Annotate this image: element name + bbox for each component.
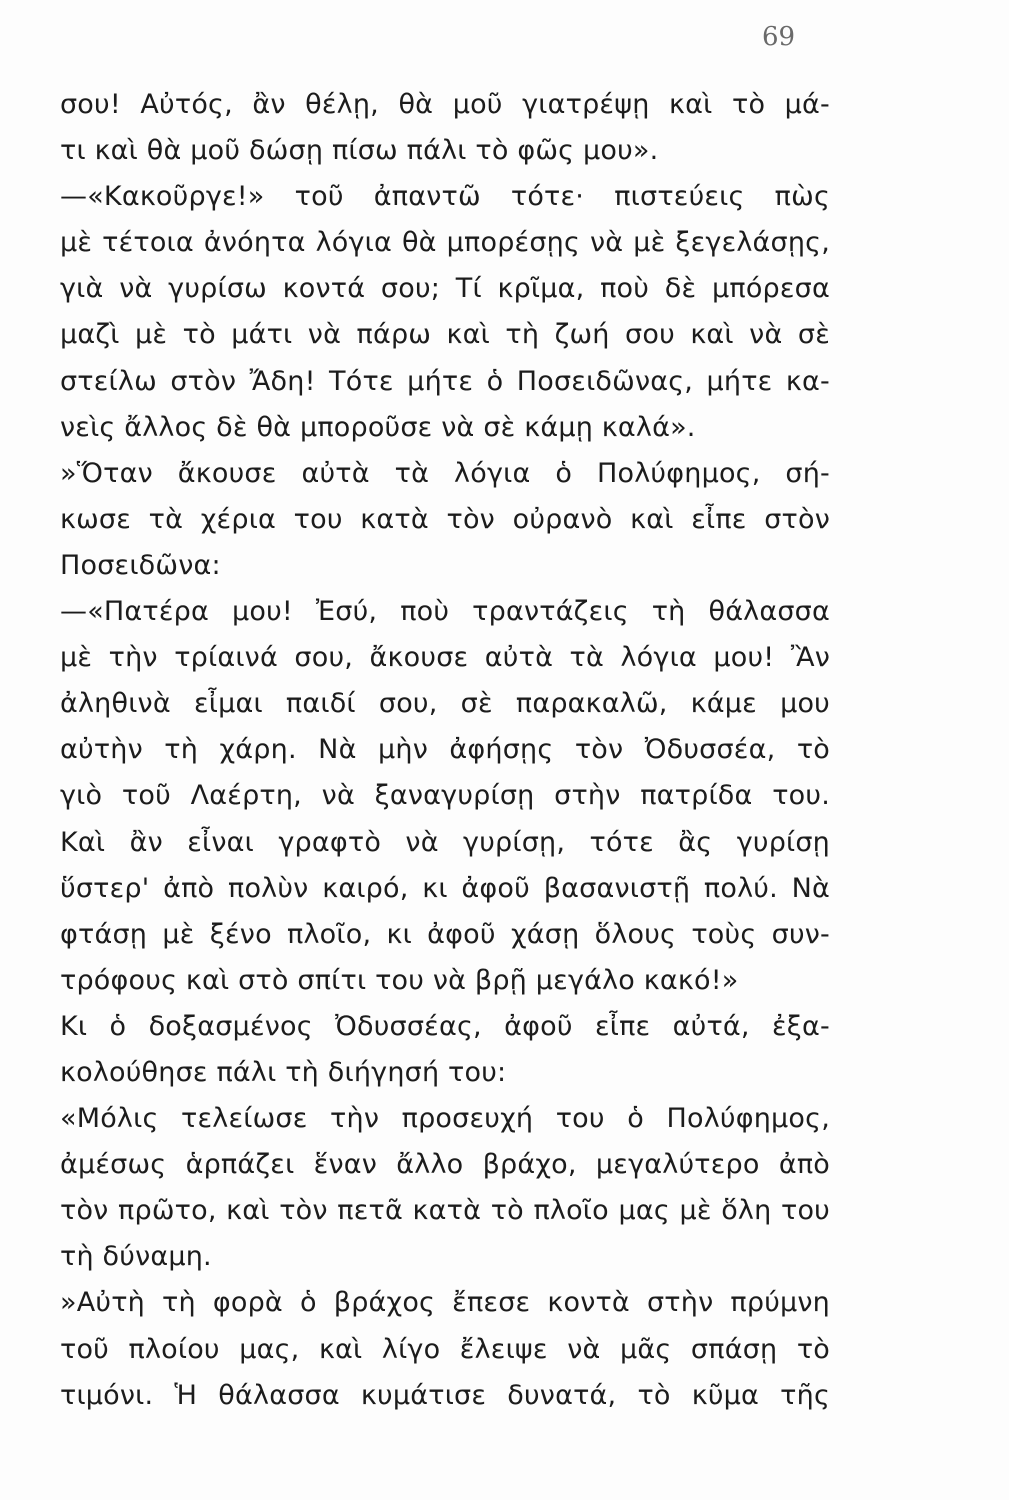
text-line: φτάσῃ μὲ ξένο πλοῖο, κι ἀφοῦ χάσῃ ὅλους τοὺς συν- (60, 918, 830, 950)
text-line: ἀμέσως ἁρπάζει ἕναν ἄλλο βράχο, μεγαλύτερο ἀπὸ (60, 1149, 830, 1181)
text-line: στείλω στὸν Ἄδη! Τότε μήτε ὁ Ποσειδῶνας, μήτε κα- (60, 365, 830, 397)
text-line: κωσε τὰ χέρια του κατὰ τὸν οὐρανὸ καὶ εἶπε στὸν (60, 503, 830, 535)
text-line: σου! Αὐτός, ἂν θέλῃ, θὰ μοῦ γιατρέψῃ καὶ τὸ μά- (60, 89, 830, 120)
text-line: —«Κακοῦργε!» τοῦ ἀπαντῶ τότε· πιστεύεις πὼς (60, 181, 830, 213)
text-line: Ποσειδῶνα: (60, 549, 221, 581)
text-line: Κι ὁ δοξασμένος Ὀδυσσέας, ἀφοῦ εἶπε αὐτά, ἐξα- (60, 1010, 830, 1042)
text-line: «Μόλις τελείωσε τὴν προσευχή του ὁ Πολύφημος, (60, 1103, 830, 1135)
text-line: Καὶ ἂν εἶναι γραφτὸ νὰ γυρίσῃ, τότε ἂς γυρίσῃ (60, 826, 830, 858)
text-line: γιὸ τοῦ Λαέρτη, νὰ ξαναγυρίσῃ στὴν πατρίδα του. (60, 780, 830, 812)
text-line: μαζὶ μὲ τὸ μάτι νὰ πάρω καὶ τὴ ζωή σου καὶ νὰ σὲ (60, 319, 830, 351)
text-line: »Ὅταν ἄκουσε αὐτὰ τὰ λόγια ὁ Πολύφημος, σή- (60, 457, 830, 489)
text-line: αὐτὴν τὴ χάρη. Νὰ μὴν ἀφήσῃς τὸν Ὀδυσσέα, τὸ (60, 734, 830, 766)
text-line: »Αὐτὴ τὴ φορὰ ὁ βράχος ἔπεσε κοντὰ στὴν πρύμνη (60, 1287, 830, 1319)
text-line: μὲ τὴν τρίαινά σου, ἄκουσε αὐτὰ τὰ λόγια μου! Ἂν (60, 642, 830, 674)
text-line: ὕστερ' ἀπὸ πολὺν καιρό, κι ἀφοῦ βασανιστῇ πολύ. Νὰ (60, 872, 830, 904)
text-line: μὲ τέτοια ἀνόητα λόγια θὰ μπορέσῃς νὰ μὲ ξεγελάσῃς, (60, 227, 830, 259)
text-line: νεὶς ἄλλος δὲ θὰ μποροῦσε νὰ σὲ κάμῃ καλά». (60, 411, 696, 443)
text-line: γιὰ νὰ γυρίσω κοντά σου; Τί κρῖμα, ποὺ δὲ μπόρεσα (60, 273, 830, 305)
text-line: τὴ δύναμη. (60, 1241, 212, 1273)
text-line: τρόφους καὶ στὸ σπίτι του νὰ βρῇ μεγάλο κακό!» (60, 964, 739, 996)
text-line: τὸν πρῶτο, καὶ τὸν πετᾶ κατὰ τὸ πλοῖο μας μὲ ὅλη του (60, 1195, 830, 1227)
text-line: —«Πατέρα μου! Ἐσύ, ποὺ τραντάζεις τὴ θάλασσα (60, 596, 830, 628)
text-line: τιμόνι. Ἡ θάλασσα κυμάτισε δυνατά, τὸ κῦμα τῆς (60, 1379, 830, 1411)
text-line: τι καὶ θὰ μοῦ δώσῃ πίσω πάλι τὸ φῶς μου». (60, 135, 659, 167)
body-text (60, 82, 830, 1419)
page-number: 69 (762, 22, 796, 52)
text-line: τοῦ πλοίου μας, καὶ λίγο ἔλειψε νὰ μᾶς σπάσῃ τὸ (60, 1333, 830, 1365)
text-line: κολούθησε πάλι τὴ διήγησή του: (60, 1056, 507, 1088)
text-line: ἀληθινὰ εἶμαι παιδί σου, σὲ παρακαλῶ, κάμε μου (60, 688, 830, 720)
